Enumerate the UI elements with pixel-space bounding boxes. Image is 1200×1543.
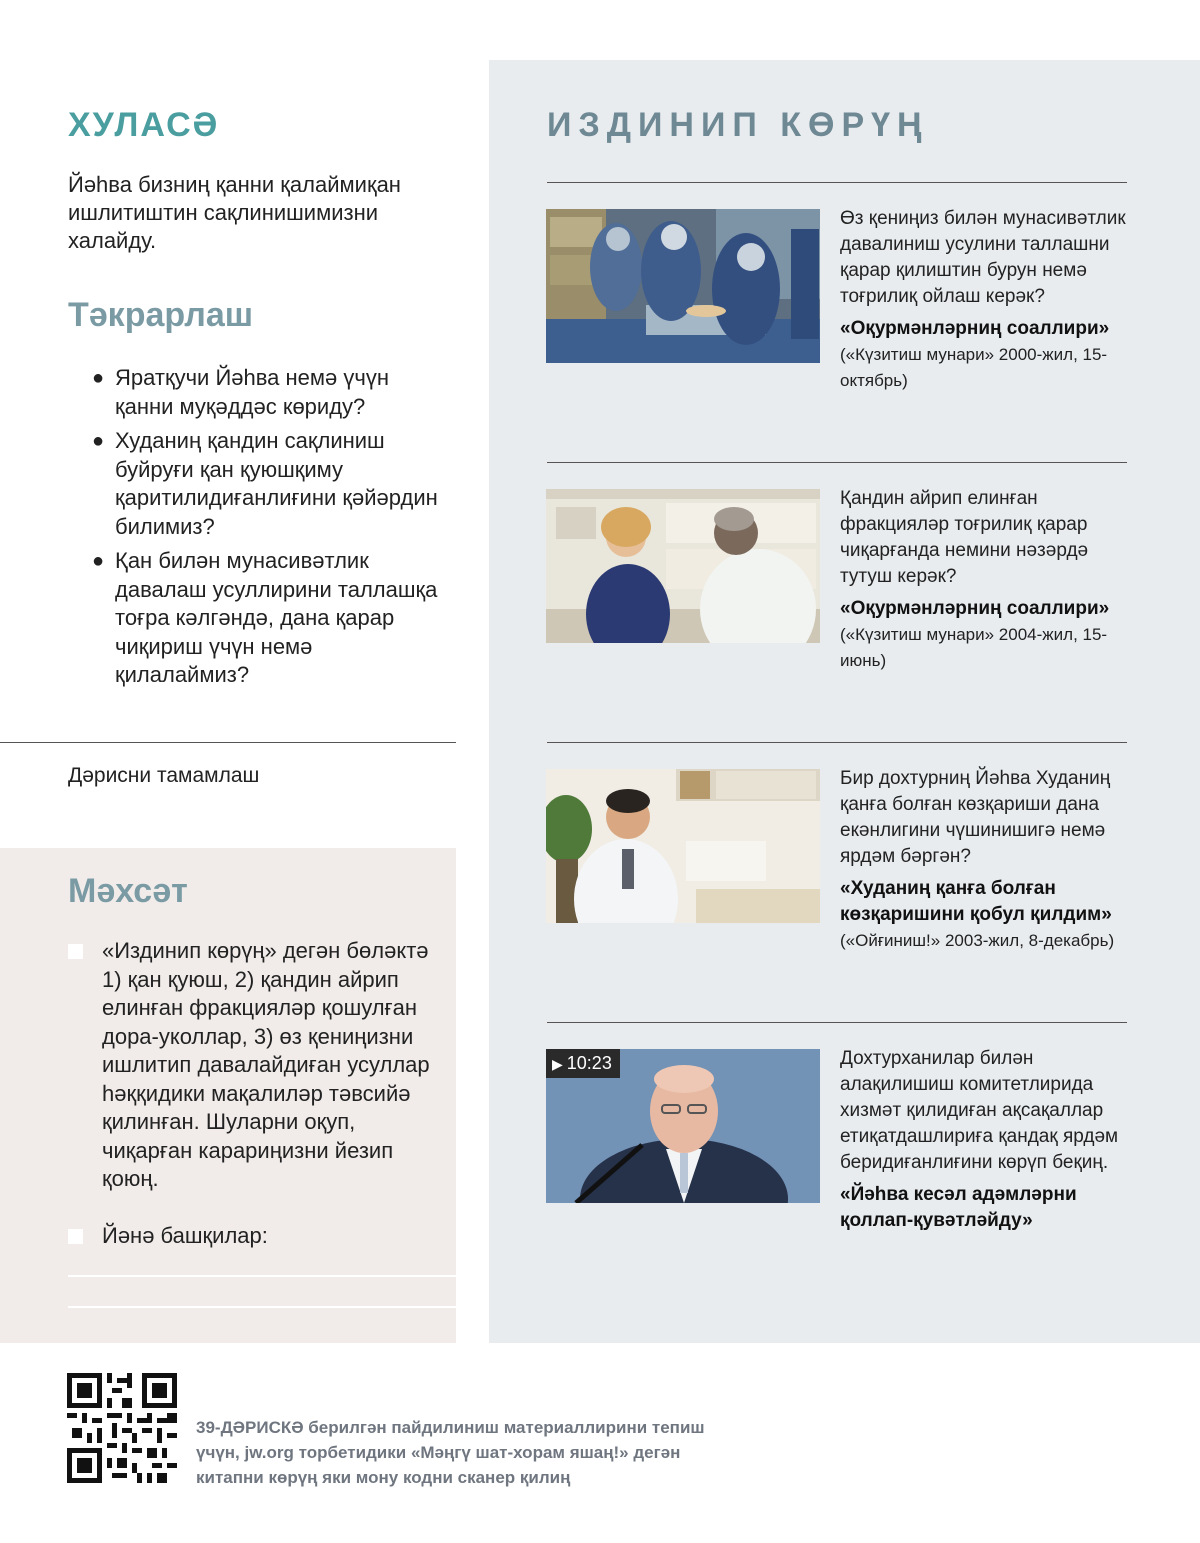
speaker-video-thumbnail[interactable] xyxy=(546,1049,820,1203)
item-source: («Күзитиш мунари» 2000-жил, 15-октябрь) xyxy=(840,345,1108,390)
explore-item xyxy=(840,206,1132,394)
bullet-icon: ● xyxy=(92,550,105,572)
review-item xyxy=(92,547,452,690)
video-duration-badge[interactable] xyxy=(546,1049,620,1078)
item-source: («Ойғиниш!» 2003-жил, 8-декабрь) xyxy=(840,931,1115,950)
divider xyxy=(547,182,1127,183)
play-icon: ▶ xyxy=(552,1056,563,1072)
divider xyxy=(0,742,456,743)
writing-line[interactable] xyxy=(68,1275,456,1277)
divider xyxy=(547,742,1127,743)
goal-item-text: «Издинип көрүң» дегән бөләктә 1) қан қуюш, 2) қандин айрип елинған фракцияләр қошулған дора-уколлар, 3) өз қениңизни ишлитип давалайдиған усуллар һәққидики мақалиләр тәвсийә қилинған. Шуларни оқуп, чиқарған карариңизни йезип қоюң. xyxy=(102,938,430,1191)
bullet-icon: ● xyxy=(92,367,105,389)
divider xyxy=(547,1022,1127,1023)
doctor-consultation-photo[interactable] xyxy=(546,489,820,643)
explore-item xyxy=(840,486,1132,674)
finish-lesson-label: Дәрисни тамамлаш xyxy=(68,764,260,787)
review-item xyxy=(92,364,452,421)
qr-code-icon[interactable] xyxy=(67,1373,177,1483)
review-list xyxy=(92,364,452,696)
item-title-link[interactable]: «Оқурмәнләрниң соаллири» xyxy=(840,318,1110,339)
goal-item xyxy=(68,937,438,1194)
review-item-text: Худаниң қандин сақлиниш буйруғи қан қуюшқиму қаритилидиғанлиғини қәйәрдин билимиз? xyxy=(115,428,438,539)
review-item xyxy=(92,427,452,541)
bullet-icon: ● xyxy=(92,430,105,452)
item-question: Өз қениңиз билән мунасивәтлик давалиниш усулини таллашни қарар қилиштин бурун немә тоғрилиқ ойлаш керәк? xyxy=(840,208,1126,307)
goal-checkbox[interactable] xyxy=(68,1229,83,1244)
consultation-illustration xyxy=(546,489,820,643)
goal-checkbox[interactable] xyxy=(68,944,83,959)
explore-item xyxy=(840,766,1132,954)
surgery-photo[interactable] xyxy=(546,209,820,363)
qr-code-graphic xyxy=(67,1373,177,1483)
doctor-office-photo[interactable] xyxy=(546,769,820,923)
explore-heading: ИЗДИНИП КӨРҮҢ xyxy=(547,106,929,144)
item-title-link[interactable]: «Йәһва кесәл адәмләрни қоллап-қувәтләйду» xyxy=(840,1184,1077,1231)
goal-heading: Мәхсәт xyxy=(68,872,188,910)
review-item-text: Яратқучи Йәһва немә үчүн қанни муқәддәс көриду? xyxy=(115,365,389,419)
item-question: Дохтурханилар билән алақилишиш комитетлирида хизмәт қилидиған ақсақаллар етиқатдашлириға қандақ ярдәм беридиғанлиғини көрүп беқиң. xyxy=(840,1048,1119,1173)
divider xyxy=(547,462,1127,463)
item-question: Қандин айрип елинған фракцияләр тоғрилиқ қарар чиқарғанда немини нәзәрдә тутуш керәк? xyxy=(840,488,1089,587)
goal-item xyxy=(68,1222,438,1251)
footer-reference: 39-ДӘРИСКӘ берилгән пайдилиниш материаллирини тепиш үчүн, jw.org торбетидики «Мәңгү шат-хорам яшаң!» дегән китапни көрүң яки мону кодни сканер қилиң xyxy=(196,1418,705,1487)
review-heading: Тәкрарлаш xyxy=(68,296,254,334)
summary-heading: ХУЛАСӘ xyxy=(68,106,220,144)
video-duration: 10:23 xyxy=(566,1053,612,1073)
review-item-text: Қан билән мунасивәтлик давалаш усуллирини таллашқа тоғра кәлгәндә, дана қарар чиқириш үчүн немә қилалаймиз? xyxy=(115,548,438,687)
item-title-link[interactable]: «Худаниң қанға болған көзқаришини қобул қилдим» xyxy=(840,878,1112,925)
item-question: Бир дохтурниң Йәһва Худаниң қанға болған көзқариши дана екәнлигини чүшинишигә немә ярдәм бәргән? xyxy=(840,768,1111,867)
doctor-office-illustration xyxy=(546,769,820,923)
writing-line[interactable] xyxy=(68,1306,456,1308)
summary-text: Йәһва бизниң қанни қалаймиқан ишлитиштин сақлинишимизни халайду. xyxy=(68,172,401,253)
explore-item xyxy=(840,1046,1132,1234)
surgery-illustration xyxy=(546,209,820,363)
goal-item-text: Йәнә башқилар: xyxy=(102,1223,268,1248)
item-source: («Күзитиш мунари» 2004-жил, 15-июнь) xyxy=(840,625,1108,670)
item-title-link[interactable]: «Оқурмәнләрниң соаллири» xyxy=(840,598,1110,619)
